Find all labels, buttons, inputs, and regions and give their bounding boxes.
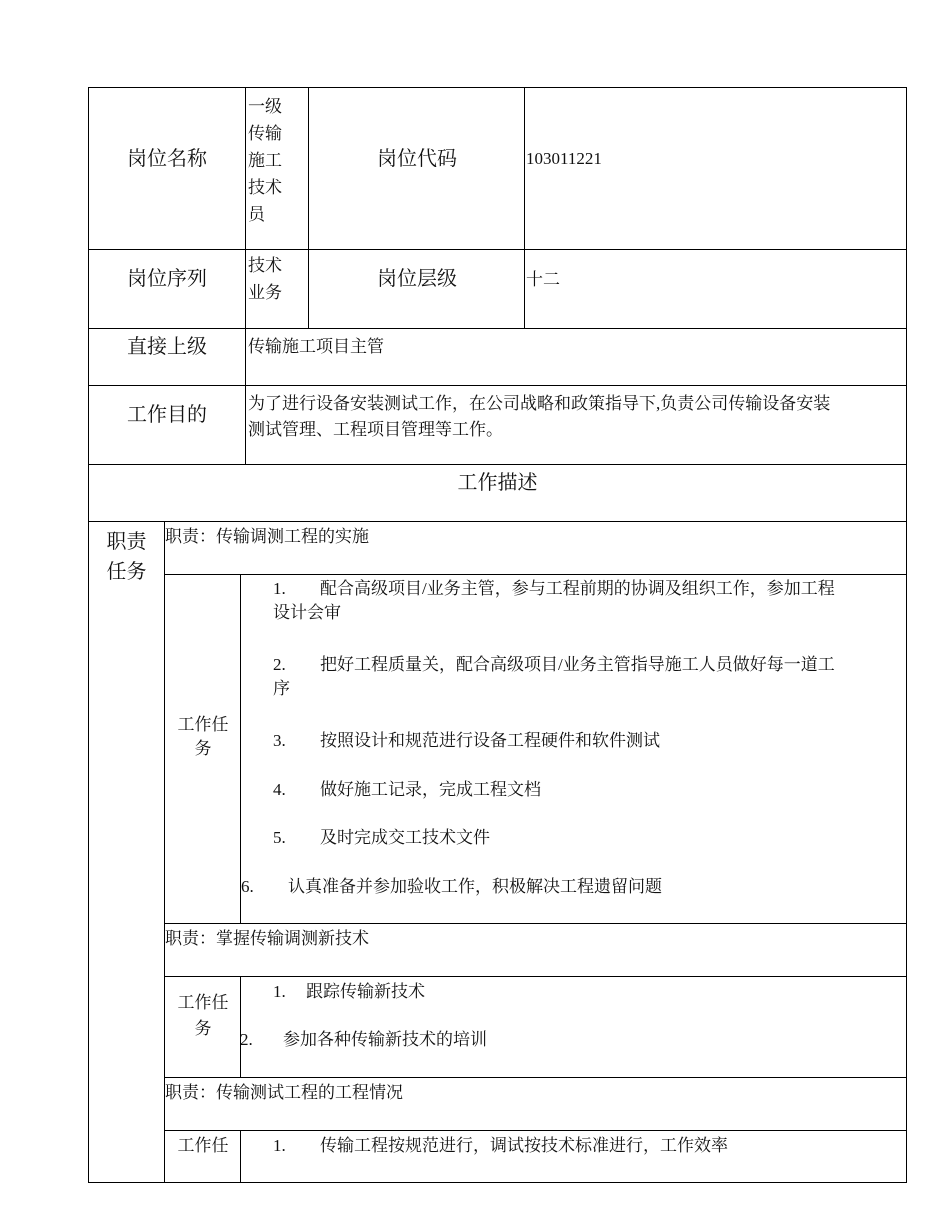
task-label: 工作任 务: [177, 993, 229, 1038]
col-divider: [524, 87, 525, 329]
post-code-label: 岗位代码: [377, 148, 457, 170]
task-item: 2. 把好工程质量关，配合高级项目/业务主管指导施工人员做好每一道工 序: [273, 655, 835, 698]
task-label: 工作任: [177, 1136, 229, 1155]
task-item: 3. 按照设计和规范进行设备工程硬件和软件测试: [273, 731, 660, 750]
row-divider: [88, 521, 907, 522]
row-divider: [164, 923, 907, 924]
post-name-value: 一级 传输 施工 技术 员: [248, 97, 282, 224]
row-divider: [164, 1077, 907, 1078]
post-series-label: 岗位序列: [127, 268, 207, 290]
task-item: 6. 认真准备并参加验收工作，积极解决工程遗留问题: [241, 877, 662, 896]
job-description-table: [88, 87, 907, 1183]
col-divider: [308, 87, 309, 329]
task-label: 工作任 务: [177, 715, 229, 758]
purpose-value: 为了进行设备安装测试工作，在公司战略和政策指导下,负责公司传输设备安装 测试管理、工程项目管理等工作。: [248, 394, 831, 439]
description-title: 工作描述: [457, 472, 538, 494]
post-name-label: 岗位名称: [127, 148, 207, 170]
post-series-value: 技术 业务: [248, 256, 282, 302]
purpose-label: 工作目的: [127, 404, 207, 426]
post-level-label: 岗位层级: [377, 268, 457, 290]
task-item: 1. 传输工程按规范进行，调试按技术标准进行，工作效率: [273, 1136, 728, 1155]
task-item: 5. 及时完成交工技术文件: [273, 828, 490, 847]
responsibility-title: 职责：掌握传输调测新技术: [165, 929, 369, 948]
task-item: 4. 做好施工记录，完成工程文档: [273, 780, 541, 799]
task-item: 1. 跟踪传输新技术: [273, 982, 425, 1001]
responsibility-title: 职责：传输测试工程的工程情况: [165, 1083, 403, 1102]
row-divider: [88, 385, 907, 386]
row-divider: [88, 464, 907, 465]
task-item: 1. 配合高级项目/业务主管，参与工程前期的协调及组织工作，参加工程 设计会审: [273, 579, 835, 622]
post-level-value: 十二: [526, 270, 560, 289]
row-divider: [164, 976, 907, 977]
responsibility-title: 职责：传输调测工程的实施: [165, 527, 369, 546]
post-code-value: 103011221: [526, 149, 602, 168]
superior-label: 直接上级: [127, 336, 207, 358]
task-item: 2. 参加各种传输新技术的培训: [240, 1030, 487, 1049]
responsibility-label: 职责 任务: [106, 531, 147, 583]
row-divider: [88, 328, 907, 329]
row-divider: [164, 574, 907, 575]
row-divider: [164, 1130, 907, 1131]
row-divider: [88, 249, 907, 250]
superior-value: 传输施工项目主管: [248, 337, 384, 356]
